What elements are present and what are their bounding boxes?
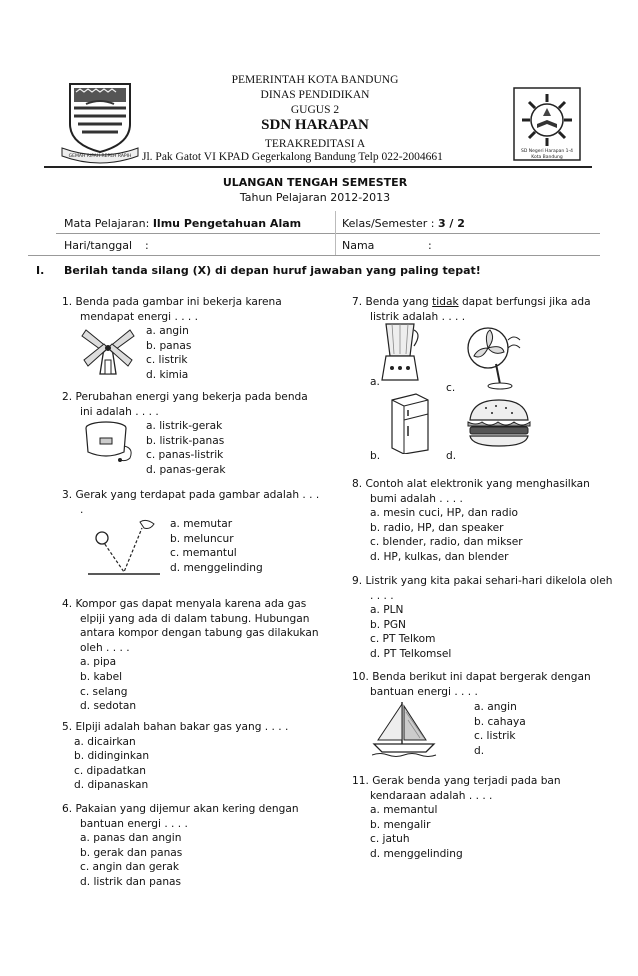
q10-options [474, 700, 526, 758]
school-address: Jl. Pak Gatot VI KPAD Gegerkalong Bandung Telp 022-2004661 [142, 151, 443, 163]
q2-line2: ini adalah . . . . [80, 405, 159, 418]
refrigerator-image [386, 392, 434, 454]
q1-line2: mendapat energi . . . . [80, 310, 199, 323]
q3-option-d[interactable]: d. menggelinding [170, 561, 263, 574]
q2-option-c[interactable]: c. panas-listrik [146, 449, 224, 462]
bouncing-ball-image [84, 516, 164, 578]
q2-options [146, 419, 225, 477]
class-value: 3 / 2 [437, 217, 465, 230]
school-name: SDN HARAPAN [261, 117, 369, 133]
q7-prefix: 7. Benda yang [352, 296, 433, 308]
class-label: Kelas/Semester : [342, 217, 435, 230]
rice-cooker-image [80, 418, 138, 464]
q7-underlined: tidak [432, 296, 459, 308]
question-5 [62, 720, 288, 793]
q8-option-a[interactable]: a. mesin cuci, HP, dan radio [370, 507, 519, 520]
q6-line1: 6. Pakaian yang dijemur akan kering dengan [62, 803, 299, 815]
question-3 [62, 488, 319, 517]
q4-line1: 4. Kompor gas dapat menyala karena ada gas [62, 598, 307, 610]
q7-suffix: dapat berfungsi jika ada [458, 296, 591, 308]
svg-text:SD Negeri Harapan 1-4: SD Negeri Harapan 1-4 [520, 149, 574, 154]
q9-option-b[interactable]: b. PGN [370, 618, 406, 631]
q6-option-a[interactable]: a. panas dan angin [80, 832, 182, 845]
svg-text:Kota Bandung: Kota Bandung [531, 155, 563, 160]
q7-option-a[interactable]: a. [370, 376, 380, 388]
q6-line2: bantuan energi . . . . [80, 817, 188, 830]
q10-option-d[interactable]: d. [474, 744, 485, 757]
q11-line1: 11. Gerak benda yang terjadi pada ban [352, 775, 561, 787]
info-divider-1 [56, 233, 600, 234]
name-label: Nama [342, 239, 375, 252]
q4-option-a[interactable]: a. pipa [80, 656, 117, 669]
question-8 [352, 477, 590, 565]
q5-option-a[interactable]: a. dicairkan [74, 735, 136, 748]
question-10 [352, 670, 591, 699]
q8-option-b[interactable]: b. radio, HP, dan speaker [370, 521, 504, 534]
q8-option-d[interactable]: d. HP, kulkas, dan blender [370, 550, 509, 563]
q9-option-a[interactable]: a. PLN [370, 604, 404, 617]
q3-options [170, 517, 263, 575]
q4-option-b[interactable]: b. kabel [80, 670, 123, 683]
svg-text:GEMAH RIPAH REPEH RAPIH: GEMAH RIPAH REPEH RAPIH [68, 154, 132, 159]
question-4 [62, 597, 319, 714]
q3-option-c[interactable]: c. memantul [170, 547, 237, 560]
fan-image [462, 320, 524, 390]
q7-line2: listrik adalah . . . . [370, 310, 466, 323]
q5-option-b[interactable]: b. didinginkan [74, 750, 150, 763]
q11-option-d[interactable]: d. menggelinding [370, 847, 463, 860]
question-2 [62, 390, 308, 419]
q9-line2: . . . . [370, 589, 394, 602]
q4-line3: antara kompor dengan tabung gas dilakukan [80, 627, 319, 640]
q9-line1: 9. Listrik yang kita pakai sehari-hari dikelola oleh [352, 575, 613, 587]
q5-option-d[interactable]: d. dipanaskan [74, 779, 149, 792]
subject-label: Mata Pelajaran: [64, 217, 150, 230]
header-line-2: DINAS PENDIDIKAN [260, 89, 370, 101]
date-colon: : [145, 239, 149, 252]
question-1 [62, 295, 282, 324]
q6-option-c[interactable]: c. angin dan gerak [80, 861, 180, 874]
q5-line1: 5. Elpiji adalah bahan bakar gas yang . . . . [62, 721, 289, 733]
exam-title: ULANGAN TENGAH SEMESTER [222, 176, 408, 189]
q7-option-c[interactable]: c. [446, 382, 456, 394]
q1-option-d[interactable]: d. kimia [146, 368, 189, 381]
section-number: I. [36, 264, 45, 277]
section-instruction: Berilah tanda silang (X) di depan huruf jawaban yang paling tepat! [64, 264, 481, 277]
info-divider-2 [28, 255, 600, 256]
class-row [342, 217, 465, 230]
subject-value: Ilmu Pengetahuan Alam [152, 217, 302, 230]
q4-option-c[interactable]: c. selang [80, 685, 128, 698]
school-logo [510, 86, 584, 162]
q11-line2: kendaraan adalah . . . . [370, 789, 493, 802]
q10-option-c[interactable]: c. listrik [474, 730, 516, 743]
q6-option-d[interactable]: d. listrik dan panas [80, 875, 182, 888]
q10-line2: bantuan energi . . . . [370, 685, 478, 698]
q11-option-a[interactable]: a. memantul [370, 804, 438, 817]
q3-option-b[interactable]: b. meluncur [170, 532, 234, 545]
q10-line1: 10. Benda berikut ini dapat bergerak dengan [352, 671, 591, 683]
question-9 [352, 574, 612, 662]
q11-option-b[interactable]: b. mengalir [370, 818, 431, 831]
question-11 [352, 774, 561, 862]
subject-row [64, 217, 301, 230]
q1-options [146, 324, 191, 382]
q1-line1: 1. Benda pada gambar ini bekerja karena [62, 296, 282, 308]
q4-line2: elpiji yang ada di dalam tabung. Hubungan [80, 612, 310, 625]
q10-option-b[interactable]: b. cahaya [474, 715, 526, 728]
accreditation: TERAKREDITASI A [264, 138, 366, 150]
date-label: Hari/tanggal [64, 239, 133, 252]
q4-line4: oleh . . . . [80, 641, 130, 654]
blender-image [378, 320, 422, 384]
q4-option-d[interactable]: d. sedotan [80, 700, 137, 713]
q1-option-b[interactable]: b. panas [146, 339, 192, 352]
question-6 [62, 802, 299, 890]
bandung-logo [58, 78, 142, 164]
q8-line1: 8. Contoh alat elektronik yang menghasilkan [352, 478, 590, 490]
q1-option-c[interactable]: c. listrik [146, 354, 188, 367]
info-column-divider [335, 211, 336, 255]
q3-line1: 3. Gerak yang terdapat pada gambar adalah . . . [62, 489, 320, 501]
header-line-3: GUGUS 2 [290, 104, 340, 116]
q2-option-b[interactable]: b. listrik-panas [146, 434, 225, 447]
windmill-image [80, 326, 136, 376]
q11-option-c[interactable]: c. jatuh [370, 833, 410, 846]
burger-image [466, 398, 532, 448]
q5-option-c[interactable]: c. dipadatkan [74, 764, 146, 777]
q10-option-a[interactable]: a. angin [474, 701, 517, 713]
q2-line1: 2. Perubahan energi yang bekerja pada benda [62, 391, 308, 403]
q6-option-b[interactable]: b. gerak dan panas [80, 846, 183, 859]
q2-option-d[interactable]: d. panas-gerak [146, 463, 226, 476]
q1-option-a[interactable]: a. angin [146, 325, 189, 337]
sailboat-image [372, 700, 438, 758]
name-colon: : [428, 239, 432, 252]
q3-option-a[interactable]: a. memutar [170, 518, 233, 530]
q3-line2: . [80, 503, 84, 516]
q2-option-a[interactable]: a. listrik-gerak [146, 420, 223, 432]
q9-option-c[interactable]: c. PT Telkom [370, 633, 436, 646]
exam-year: Tahun Pelajaran 2012-2013 [239, 191, 391, 204]
q7-line1 [352, 295, 591, 310]
header-line-1: PEMERINTAH KOTA BANDUNG [231, 74, 399, 86]
q8-line2: bumi adalah . . . . [370, 492, 463, 505]
header-divider [44, 166, 592, 168]
q7-option-d[interactable]: d. [446, 450, 457, 462]
q9-option-d[interactable]: d. PT Telkomsel [370, 647, 452, 660]
q8-option-c[interactable]: c. blender, radio, dan mikser [370, 536, 523, 549]
q7-option-b[interactable]: b. [370, 450, 381, 462]
